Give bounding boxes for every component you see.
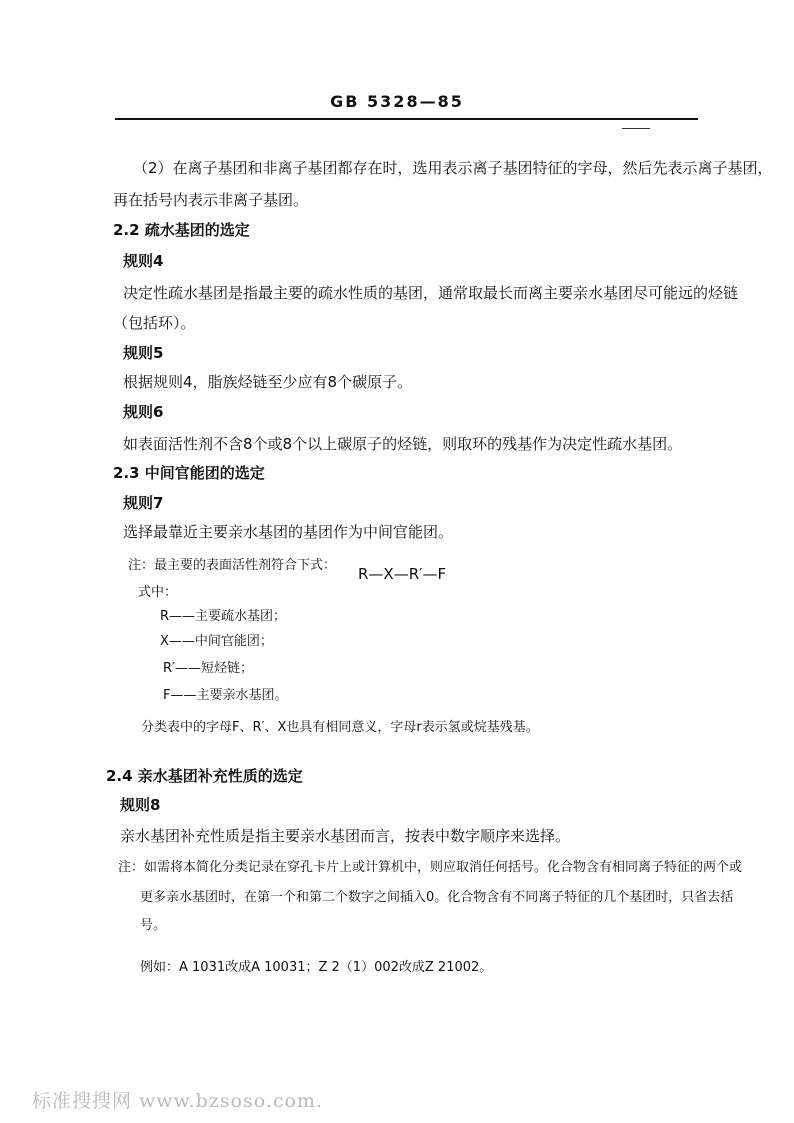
definition-f: F——主要亲水基团。	[163, 688, 288, 703]
rule-7-label: 规则7	[123, 494, 164, 512]
rule-4-text-line-2: （包括环）。	[113, 314, 196, 332]
margin-mark	[622, 128, 650, 129]
ion-paragraph-line-1: （2）在离子基团和非离子基团都存在时，选用表示离子基团特征的字母，然后先表示离子基团，	[133, 159, 773, 177]
rule-5-text: 根据规则4，脂族烃链至少应有8个碳原子。	[123, 373, 413, 391]
rule-4-text-line-1: 决定性疏水基团是指最主要的疏水性质的基团，通常取最长而离主要亲水基团尽可能远的烃链	[123, 284, 739, 302]
general-formula: R—X—R′—F	[358, 565, 447, 583]
where-label: 式中：	[138, 585, 178, 600]
ion-paragraph-line-2: 再在括号内表示非离子基团。	[113, 191, 309, 209]
note-2-line-2: 更多亲水基团时，在第一个和第二个数字之间插入0。化合物含有不同离子特征的几个基团时，只省去括	[140, 890, 734, 905]
note-2-line-1: 注：如需将本简化分类记录在穿孔卡片上或计算机中，则应取消任何括号。化合物含有相同离子特征的两个或	[118, 860, 743, 875]
rule-7-text: 选择最靠近主要亲水基团的基团作为中间官能团。	[123, 523, 454, 541]
definition-x: X——中间官能团；	[160, 634, 273, 649]
rule-8-label: 规则8	[120, 796, 161, 814]
note-1-letters: 分类表中的字母F、R′、X也具有相同意义，字母r表示氢或烷基残基。	[141, 720, 539, 735]
rule-6-label: 规则6	[123, 403, 164, 421]
section-2-2-heading: 2.2 疏水基团的选定	[113, 221, 250, 239]
note-1-intro: 注：最主要的表面活性剂符合下式：	[128, 558, 337, 573]
example-line: 例如：A 1031改成A 10031；Z 2（1）002改成Z 21002。	[140, 960, 493, 975]
rule-8-text: 亲水基团补充性质是指主要亲水基团而言，按表中数字顺序来选择。	[120, 827, 571, 845]
site-watermark: 标准搜搜网 www.bzsoso.com.	[32, 1090, 324, 1112]
section-2-4-heading: 2.4 亲水基团补充性质的选定	[106, 767, 303, 785]
rule-4-label: 规则4	[123, 252, 164, 270]
definition-r-prime: R′——短烃链；	[163, 661, 253, 676]
standard-number-header: GB 5328—85	[330, 92, 464, 111]
section-2-3-heading: 2.3 中间官能团的选定	[113, 464, 265, 482]
definition-r: R——主要疏水基团；	[160, 609, 287, 624]
rule-5-label: 规则5	[123, 344, 164, 362]
rule-6-text: 如表面活性剂不含8个或8个以上碳原子的烃链，则取环的残基作为决定性疏水基团。	[123, 435, 683, 453]
header-rule	[115, 118, 698, 120]
note-2-line-3: 号。	[140, 918, 167, 933]
